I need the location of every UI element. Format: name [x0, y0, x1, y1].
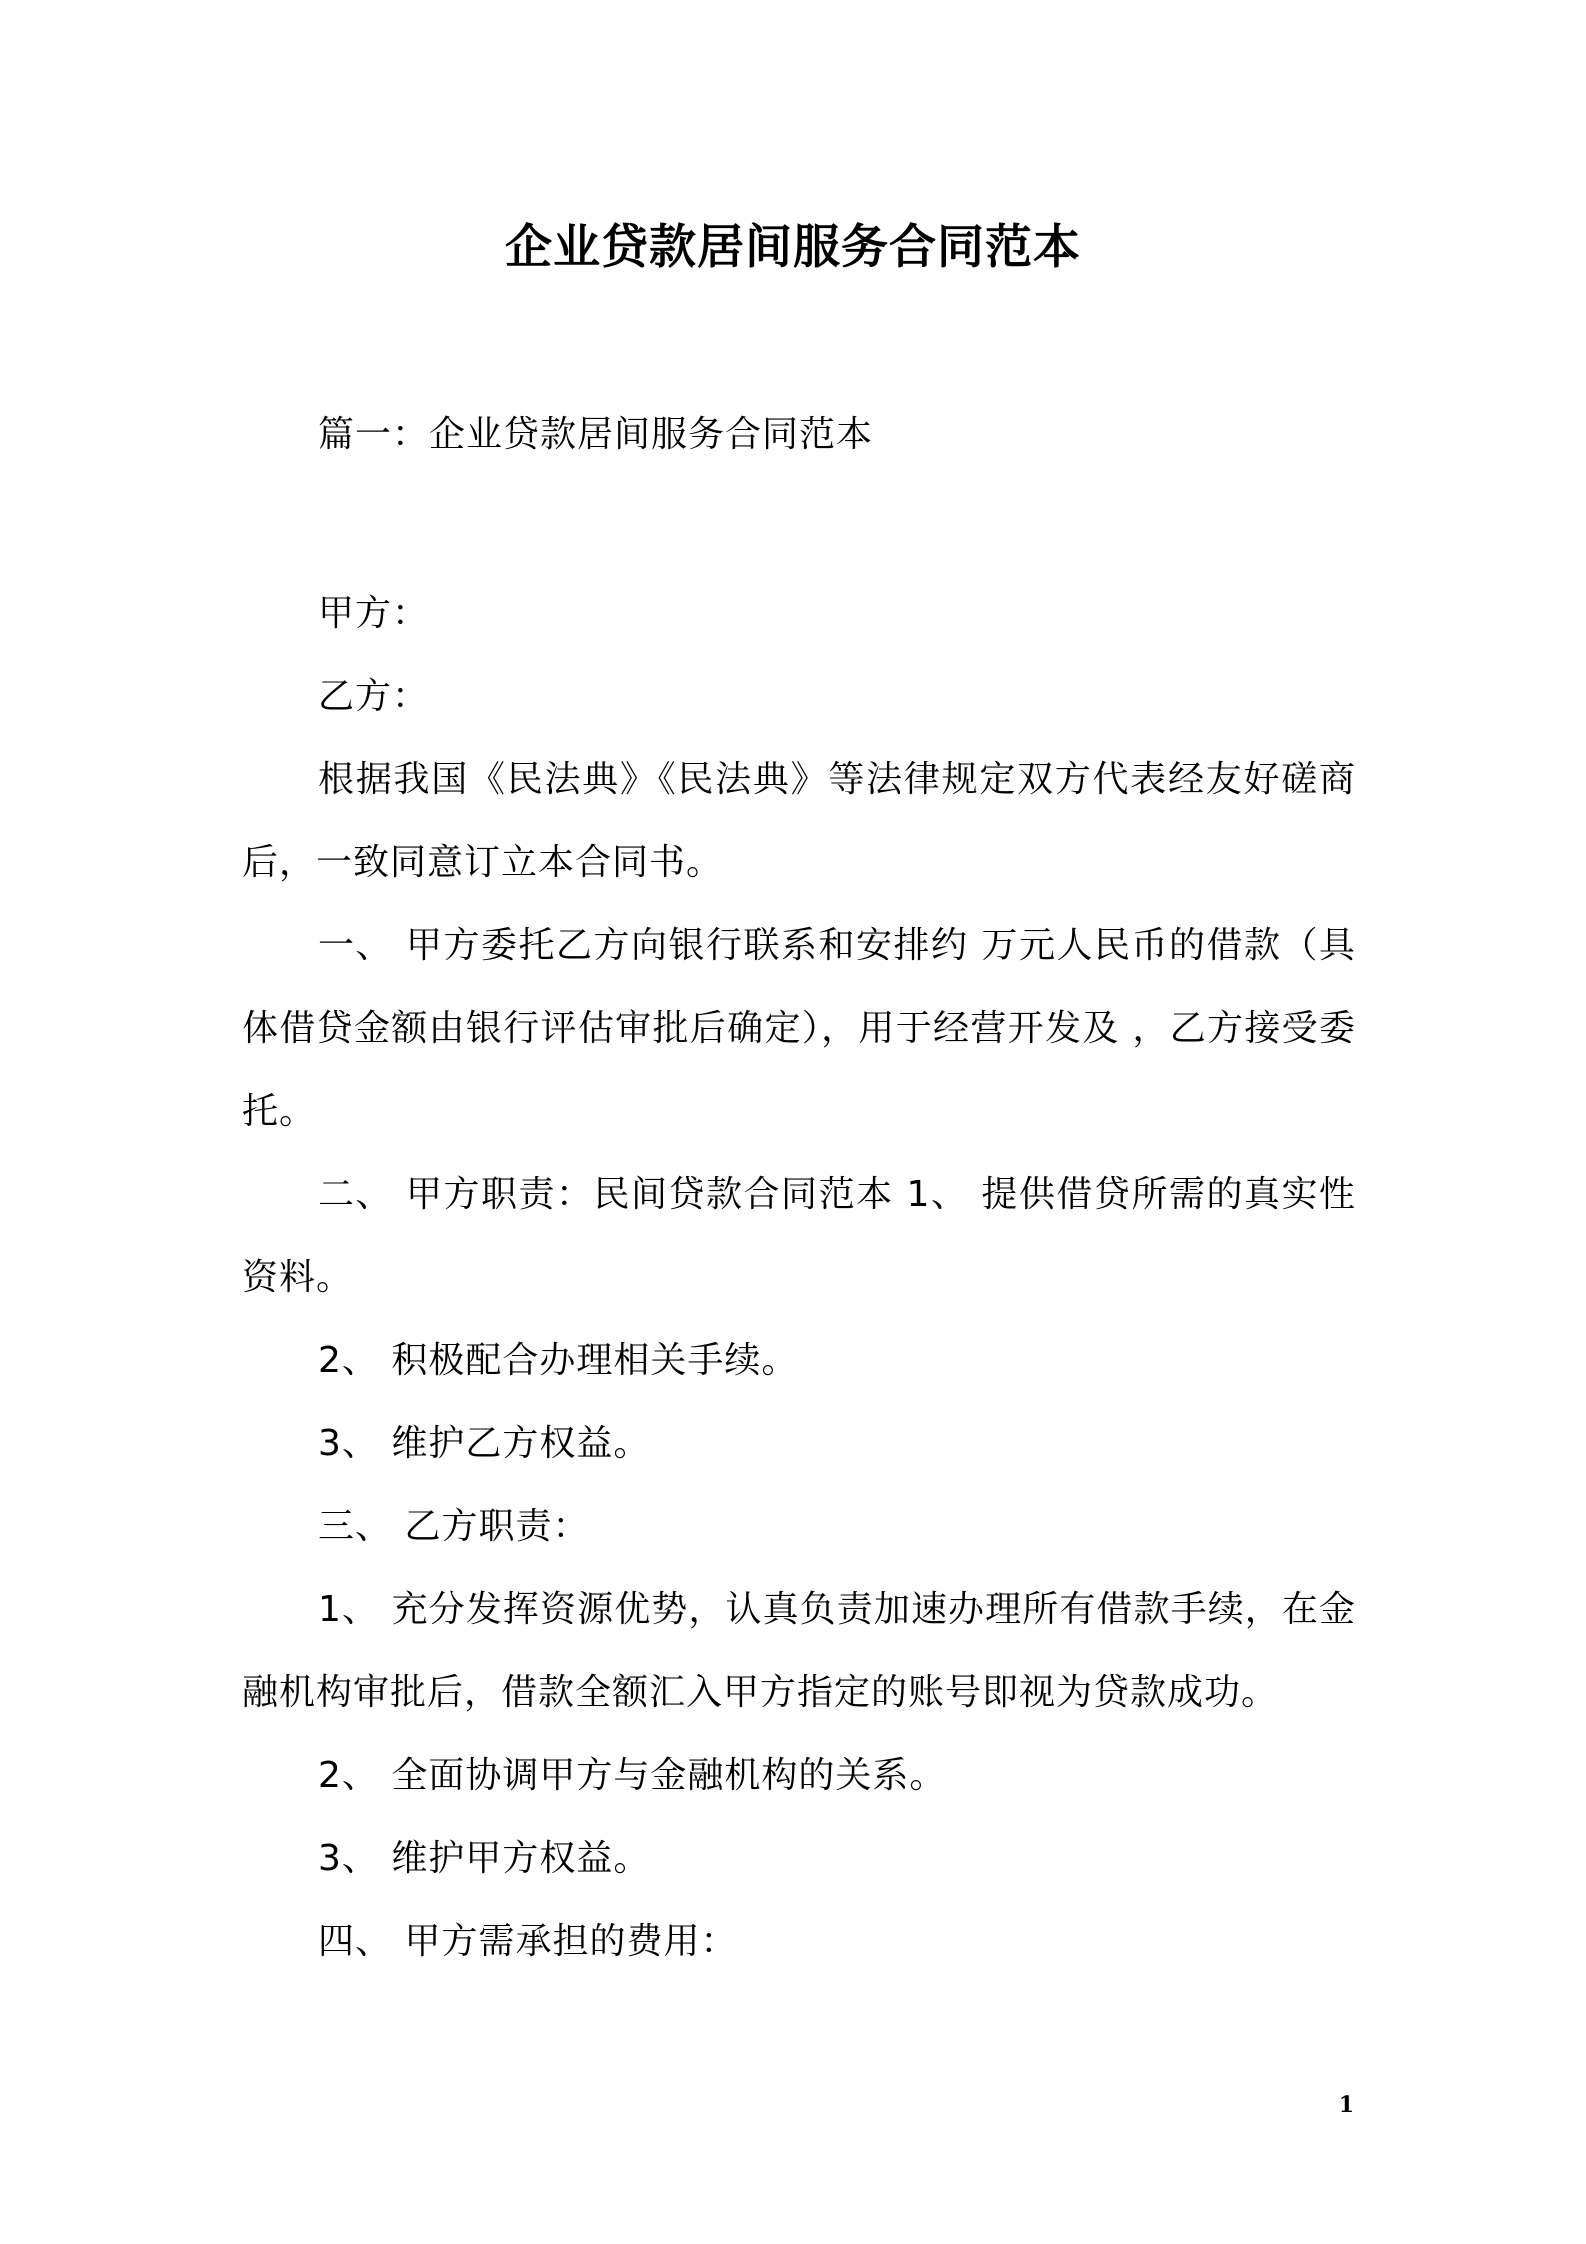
party-a-line: 甲方：: [318, 593, 430, 634]
clause-3-item-3: 3、 维护甲方权益。: [318, 1838, 651, 1879]
clause-4: 四、 甲方需承担的费用：: [318, 1921, 738, 1962]
clause-3: 三、 乙方职责：: [318, 1506, 590, 1547]
clause-2: 二、 甲方职责：民间贷款合同范本 1、 提供借贷所需的真实性资料。: [242, 1174, 1356, 1298]
document-title: 企业贷款居间服务合同范本: [505, 220, 1081, 275]
contract-body: [242, 572, 1356, 1983]
clause-2-item-3: 3、 维护乙方权益。: [318, 1423, 651, 1464]
clause-2-item-2: 2、 积极配合办理相关手续。: [318, 1340, 799, 1381]
clause-3-item-2: 2、 全面协调甲方与金融机构的关系。: [318, 1755, 947, 1796]
page-number: 1: [1338, 2092, 1354, 2118]
clause-3-item-1: 1、 充分发挥资源优势，认真负责加速办理所有借款手续，在金融机构审批后，借款全额汇入甲方指定的账号即视为贷款成功。: [242, 1589, 1356, 1713]
preamble-paragraph: 根据我国《民法典》《民法典》等法律规定双方代表经友好磋商后，一致同意订立本合同书。: [242, 759, 1356, 883]
section-heading: 篇一：企业贷款居间服务合同范本: [318, 414, 874, 455]
clause-1: 一、 甲方委托乙方向银行联系和安排约 万元人民币的借款（具体借贷金额由银行评估审批后确定），用于经营开发及 ，乙方接受委托。: [242, 925, 1356, 1132]
party-b-line: 乙方：: [318, 676, 430, 717]
